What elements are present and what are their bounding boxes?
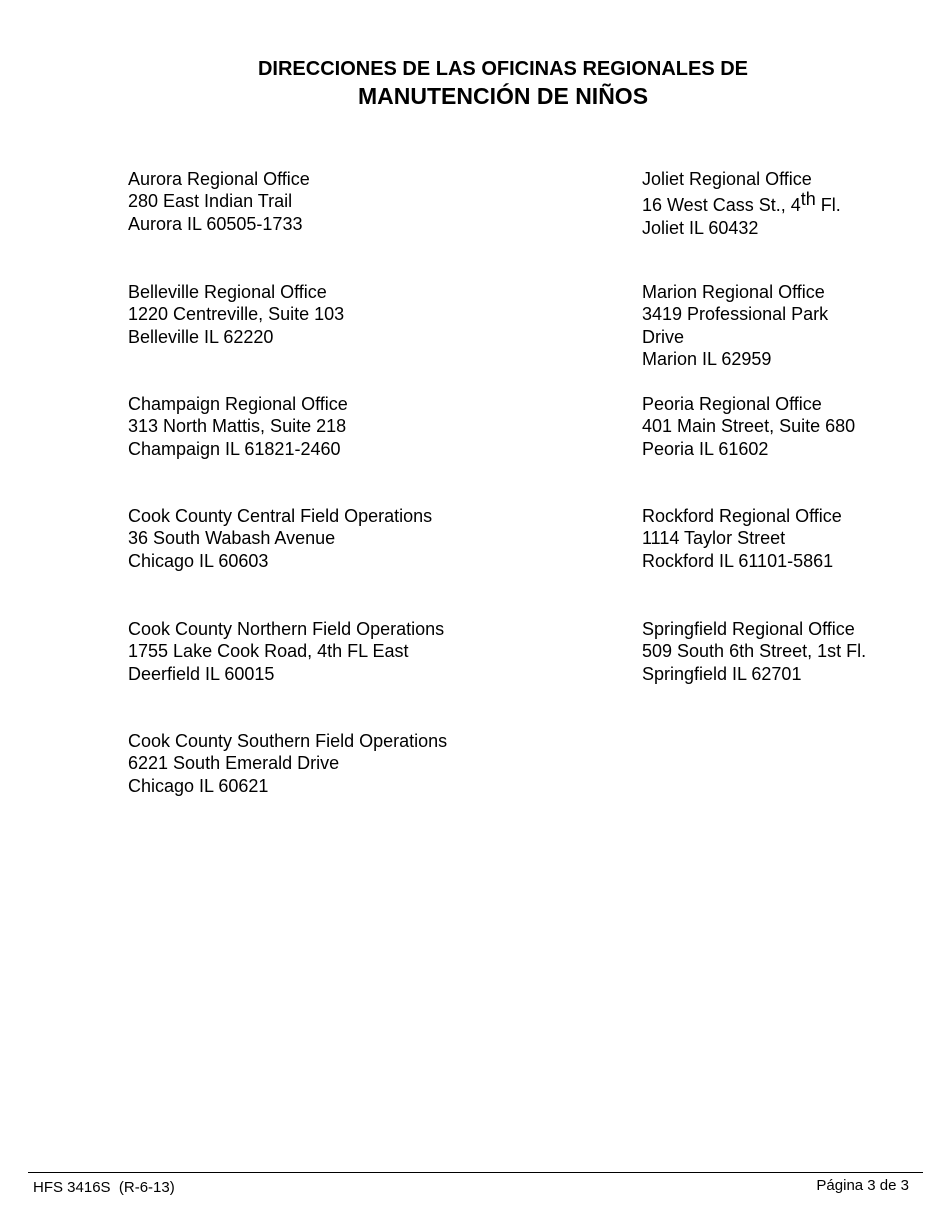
office-rockford — [642, 505, 842, 572]
office-cook-central — [128, 505, 432, 572]
form-identifier: HFS 3416S (R-6-13) — [33, 1179, 175, 1196]
office-name: Marion Regional Office — [642, 282, 825, 302]
office-address-tail: Fl. — [815, 195, 841, 216]
office-name: Peoria Regional Office — [642, 394, 822, 414]
office-name: Joliet Regional Office — [642, 169, 812, 189]
office-champaign — [128, 393, 348, 460]
office-name: Champaign Regional Office — [128, 394, 348, 414]
footer-divider — [28, 1172, 923, 1173]
office-peoria — [642, 393, 855, 460]
office-address: 401 Main Street, Suite 680 — [642, 416, 856, 437]
office-city: Springfield IL 62701 — [642, 663, 802, 684]
office-cook-northern — [128, 618, 444, 685]
office-address-line-2: Drive — [642, 326, 685, 347]
office-city: Chicago IL 60621 — [128, 775, 269, 796]
office-city: Marion IL 62959 — [642, 349, 772, 370]
office-address: 509 South 6th Street, 1st Fl. — [642, 641, 867, 662]
office-joliet — [642, 168, 841, 239]
office-address: 1114 Taylor Street — [642, 528, 786, 549]
office-address: 280 East Indian Trail — [128, 191, 293, 212]
office-address: 313 North Mattis, Suite 218 — [128, 416, 347, 437]
office-name: Belleville Regional Office — [128, 282, 327, 302]
page-title-line-1: DIRECCIONES DE LAS OFICINAS REGIONALES DE — [257, 58, 749, 80]
office-springfield — [642, 618, 866, 685]
office-name: Springfield Regional Office — [642, 619, 855, 639]
office-name: Cook County Northern Field Operations — [128, 619, 445, 639]
office-city: Deerfield IL 60015 — [128, 663, 275, 684]
office-belleville — [128, 281, 344, 348]
office-city: Joliet IL 60432 — [642, 217, 759, 238]
office-aurora — [128, 168, 310, 235]
office-address: 36 South Wabash Avenue — [128, 528, 336, 549]
office-city: Belleville IL 62220 — [128, 326, 274, 347]
office-name: Aurora Regional Office — [128, 169, 310, 189]
office-address: 6221 South Emerald Drive — [128, 753, 340, 774]
office-address — [642, 189, 841, 216]
page-title-line-2: MANUTENCIÓN DE NIÑOS — [357, 83, 649, 109]
office-city: Aurora IL 60505-1733 — [128, 213, 303, 234]
office-address-ordinal: th — [800, 189, 816, 210]
office-name: Cook County Southern Field Operations — [128, 731, 448, 751]
office-address-main: 16 West Cass St., 4 — [642, 195, 801, 216]
office-name: Rockford Regional Office — [642, 506, 842, 526]
office-address: 1220 Centreville, Suite 103 — [128, 304, 345, 325]
office-city: Peoria IL 61602 — [642, 438, 769, 459]
office-city: Champaign IL 61821-2460 — [128, 438, 341, 459]
office-cook-southern — [128, 730, 447, 797]
office-city: Rockford IL 61101-5861 — [642, 550, 834, 571]
office-address: 3419 Professional Park — [642, 304, 829, 325]
office-address: 1755 Lake Cook Road, 4th FL East — [128, 641, 409, 662]
office-name: Cook County Central Field Operations — [128, 506, 433, 526]
office-city: Chicago IL 60603 — [128, 550, 269, 571]
office-marion — [642, 281, 828, 371]
page-number: Página 3 de 3 — [816, 1177, 909, 1194]
